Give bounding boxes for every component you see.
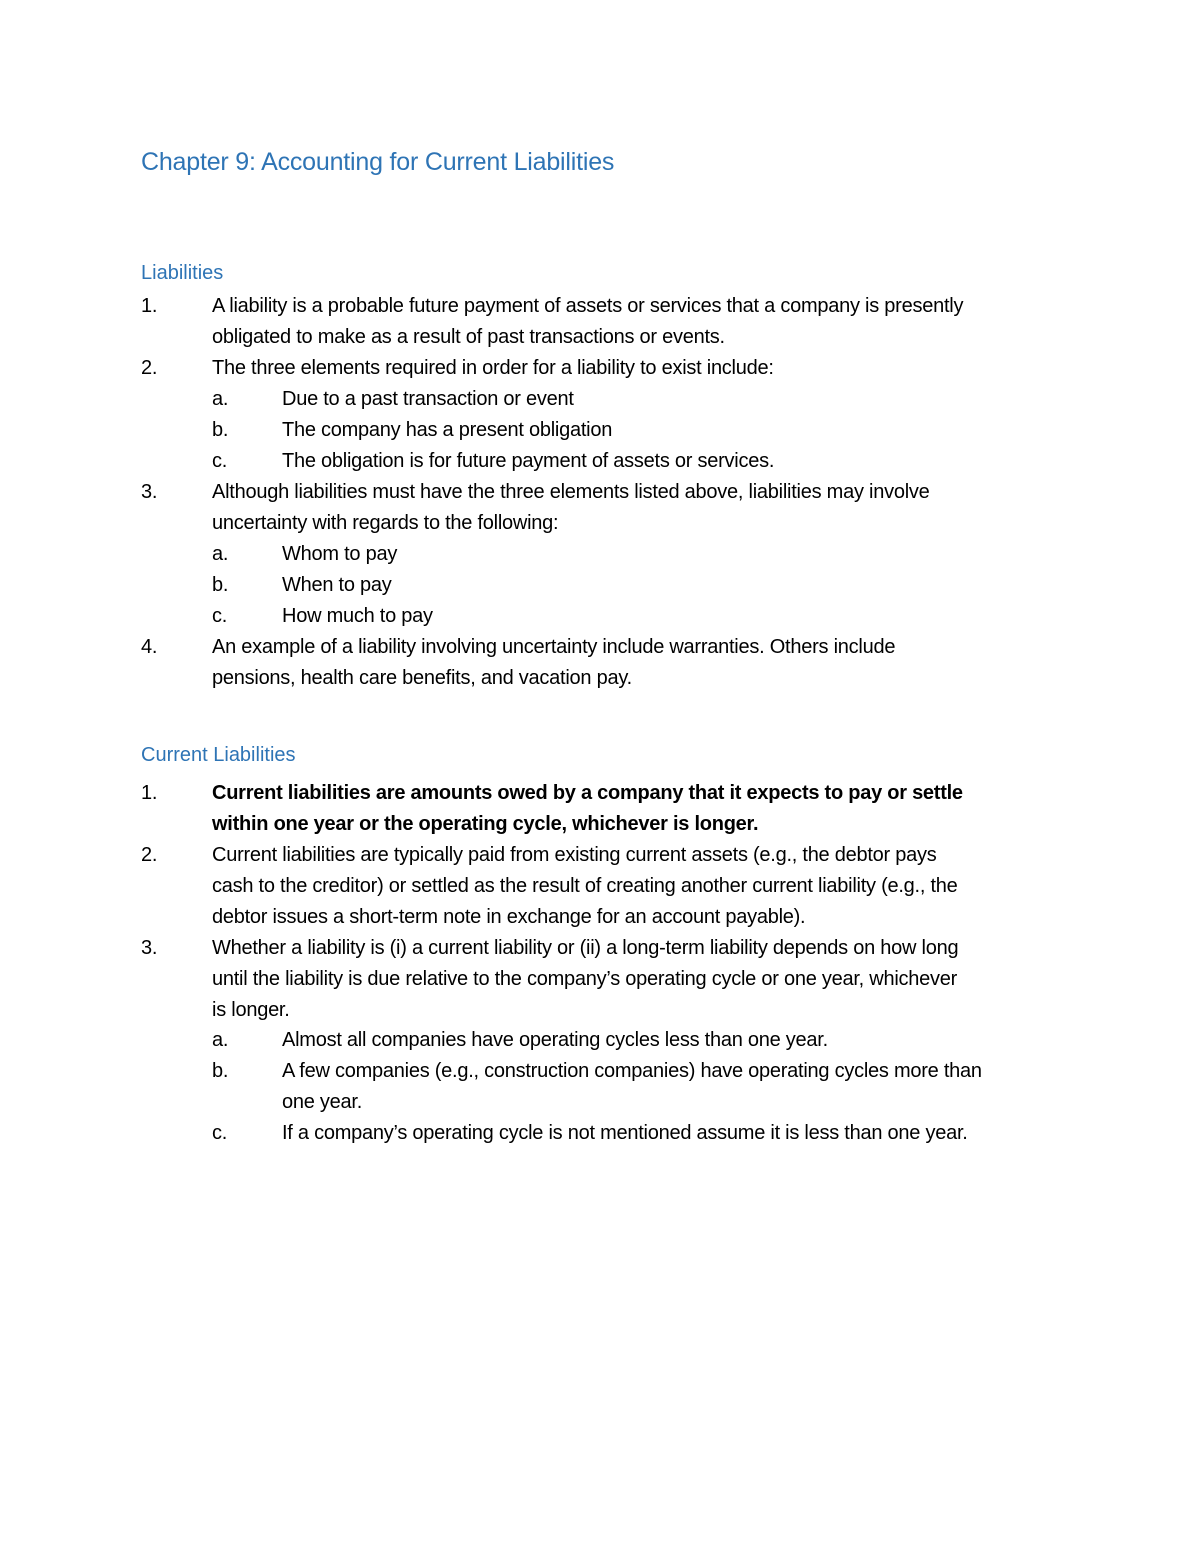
list-item-text: A liability is a probable future payment of assets or services that a company is presently [212,295,964,317]
sublist-label: a. [212,543,229,565]
sublist-label: c. [212,605,228,627]
list-item-text: is longer. [212,999,290,1021]
list-item-text: uncertainty with regards to the following: [212,512,559,534]
sublist-item-text: one year. [282,1091,363,1113]
list-item-text: An example of a liability involving uncertainty include warranties. Others include [212,636,896,658]
sublist-item-text: The company has a present obligation [282,419,613,441]
sublist-label: b. [212,1060,229,1082]
list-item-text: debtor issues a short-term note in exchange for an account payable). [212,906,806,928]
list-number: 3. [141,937,158,959]
list-item-text-bold: within one year or the operating cycle, whichever is longer. [212,813,759,835]
list-item-text: obligated to make as a result of past transactions or events. [212,326,725,348]
sublist-item-text: Whom to pay [282,543,398,565]
section-heading-liabilities: Liabilities [141,262,224,284]
sublist-label: c. [212,450,228,472]
list-number: 3. [141,481,158,503]
sublist-label: a. [212,1029,229,1051]
sublist-item-text: Due to a past transaction or event [282,388,574,410]
list-item-text: cash to the creditor) or settled as the result of creating another current liability (e.g., the [212,875,958,897]
sublist-label: a. [212,388,229,410]
list-number: 1. [141,782,158,804]
list-item-text: pensions, health care benefits, and vacation pay. [212,667,632,689]
list-number: 1. [141,295,158,317]
sublist-item-text: A few companies (e.g., construction companies) have operating cycles more than [282,1060,982,1082]
sublist-item-text: The obligation is for future payment of assets or services. [282,450,775,472]
sublist-item-text: How much to pay [282,605,433,627]
section-heading-current-liabilities: Current Liabilities [141,744,296,766]
sublist-item-text: If a company’s operating cycle is not mentioned assume it is less than one year. [282,1122,968,1144]
list-item-text: Current liabilities are typically paid from existing current assets (e.g., the debtor pays [212,844,937,866]
list-number: 4. [141,636,158,658]
sublist-item-text: Almost all companies have operating cycles less than one year. [282,1029,828,1051]
list-item-text: until the liability is due relative to the company’s operating cycle or one year, whichever [212,968,958,990]
list-number: 2. [141,844,158,866]
sublist-label: b. [212,419,229,441]
sublist-label: c. [212,1122,228,1144]
list-item-text: Although liabilities must have the three elements listed above, liabilities may involve [212,481,930,503]
page-title: Chapter 9: Accounting for Current Liabilities [141,148,615,176]
sublist-label: b. [212,574,229,596]
list-item-text: The three elements required in order for a liability to exist include: [212,357,774,379]
list-item-text: Whether a liability is (i) a current liability or (ii) a long-term liability depends on how long [212,937,959,959]
list-item-text-bold: Current liabilities are amounts owed by a company that it expects to pay or settle [212,782,963,804]
list-number: 2. [141,357,158,379]
sublist-item-text: When to pay [282,574,392,596]
